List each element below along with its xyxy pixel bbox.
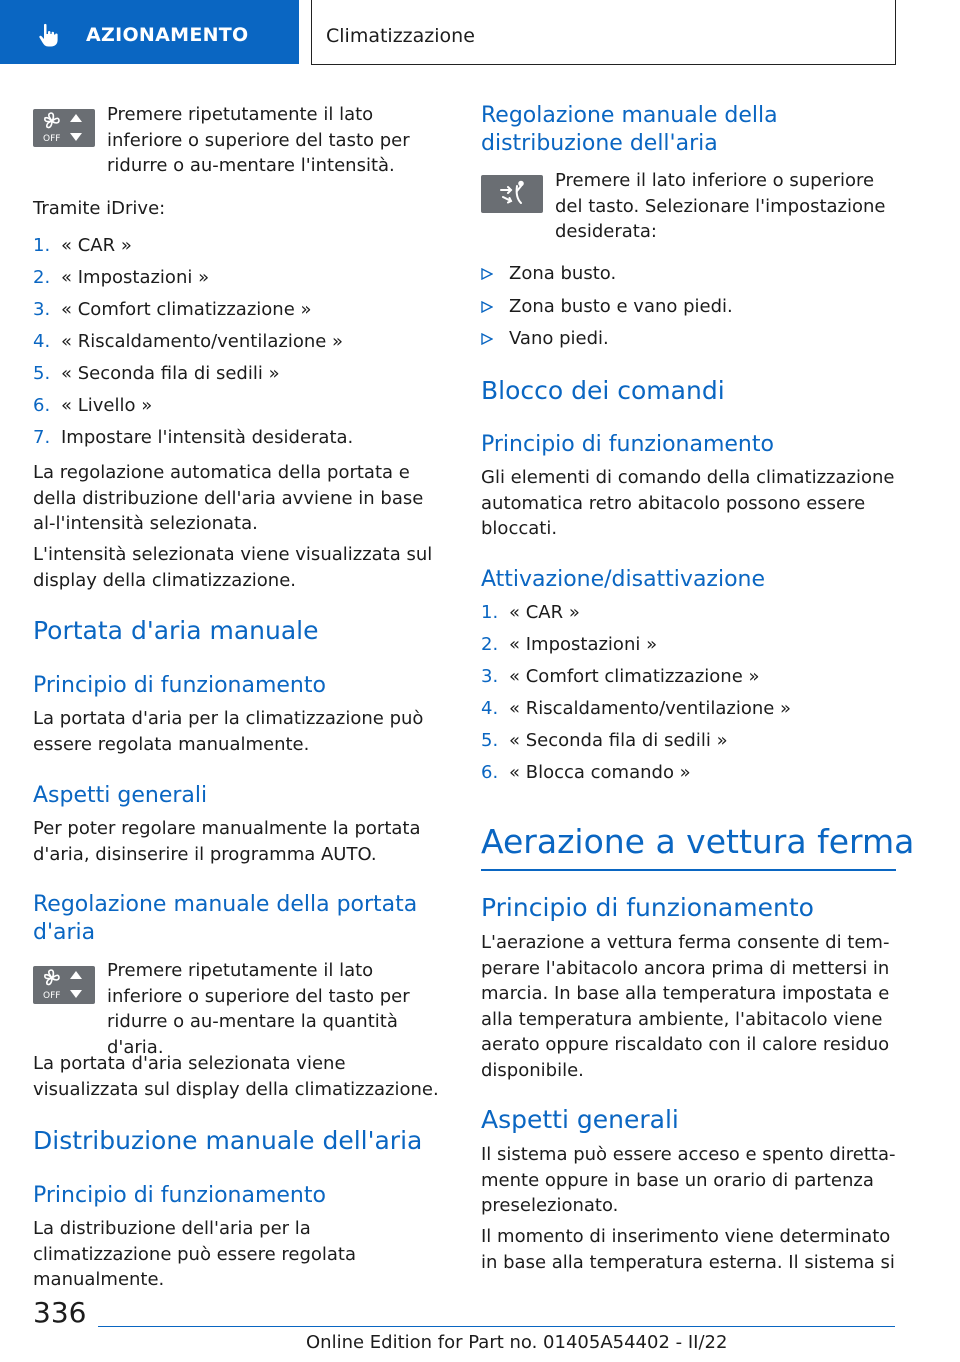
svg-text:OFF: OFF [43,991,61,1001]
section-tab [0,0,299,64]
heading-principio-3: Principio di funzionamento [481,432,774,457]
heading-regolazione-portata: Regolazione manuale della portata d'aria [33,892,418,945]
footer-rule [98,1326,895,1327]
aspetti-1-text: Per poter regolare manualmente la portata d'aria, disinserire il programma AUTO. [33,818,421,865]
principio-1-text: La portata d'aria per la climatizzazione può essere regolata manualmente. [33,708,424,755]
list-item: 3. « Comfort climatizzazione » [481,666,760,687]
list-item: 2. « Impostazioni » [33,267,210,288]
hand-pointer-icon [36,22,62,48]
triangle-bullet-icon [481,268,493,280]
air-distribution-icon [481,175,543,213]
fan-quantity-button [33,966,95,1004]
footer-edition: Online Edition for Part no. 01405A54402 - II/22 [306,1332,728,1353]
list-item: 1. « CAR » [33,235,132,256]
list-item: 2. « Impostazioni » [481,634,658,655]
heading-attivazione: Attivazione/disattivazione [481,567,766,592]
idrive-label: Tramite iDrive: [33,198,166,219]
heading-regolazione-distribuzione: Regolazione manuale della distribuzione dell'aria [481,103,778,156]
portata-display-text: La portata d'aria selezionata viene visualizzata sul display della climatizzazione. [33,1053,439,1100]
svg-text:OFF: OFF [43,134,61,144]
heading-portata: Portata d'aria manuale [33,616,319,645]
list-item: Vano piedi. [481,326,896,359]
idrive-steps-list [33,233,448,457]
triangle-bullet-icon [481,333,493,345]
fan-intensity-button [33,109,95,147]
attivazione-steps-list [481,600,896,792]
heading-principio-2: Principio di funzionamento [33,1183,326,1208]
principio-2-text: La distribuzione dell'aria per la climatizzazione può essere regolata manualmente. [33,1218,357,1290]
list-item: Zona busto. [481,261,896,294]
aspetti-2-text: Il sistema può essere acceso e spento diretta-mente oppure in base un orario di partenza preselezionato. [481,1144,896,1216]
list-item: 7. Impostare l'intensità desiderata. [33,427,354,448]
section-title: AZIONAMENTO [86,24,249,46]
heading-aspetti-1: Aspetti generali [33,783,208,808]
list-item: 4. « Riscaldamento/ventilazione » [33,331,344,352]
momento-text: Il momento di inserimento viene determinato in base alla temperatura esterna. Il sistema si [481,1226,895,1273]
list-item: 6. « Livello » [33,395,153,416]
heading-aspetti-2: Aspetti generali [481,1105,679,1134]
list-item: 3. « Comfort climatizzazione » [33,299,312,320]
heading-principio-4: Principio di funzionamento [481,893,814,922]
heading-distribuzione: Distribuzione manuale dell'aria [33,1126,423,1155]
list-item: 6. « Blocca comando » [481,762,691,783]
zones-list [481,261,896,359]
chapter-title: Climatizzazione [326,25,475,47]
triangle-bullet-icon [481,301,493,313]
list-item: 5. « Seconda fila di sedili » [33,363,280,384]
principio-3-text: Gli elementi di comando della climatizzazione automatica retro abitacolo possono essere bloccati. [481,467,895,539]
fan-off-updown-icon [33,966,95,1004]
heading-blocco: Blocco dei comandi [481,376,725,405]
heading-aerazione: Aerazione a vettura ferma [481,822,915,861]
principio-4-text: L'aerazione a vettura ferma consente di tem-perare l'abitacolo ancora prima di mettersi in marcia. In base alla temperatura impostata e alla temperatura ambiente, l'abitacolo viene aerato oppure riscaldato con il calore residuo disponibile. [481,932,890,1081]
fan-intro-text: Premere ripetutamente il lato inferiore o superiore del tasto per ridurre o au-mentare l'intensità. [107,104,410,176]
display-paragraph: L'intensità selezionata viene visualizzata sul display della climatizzazione. [33,544,433,591]
list-item: 1. « CAR » [481,602,580,623]
list-item: 4. « Riscaldamento/ventilazione » [481,698,792,719]
distribution-button-text: Premere il lato inferiore o superiore del tasto. Selezionare l'impostazione desiderata: [555,170,886,242]
portata-button-text: Premere ripetutamente il lato inferiore o superiore del tasto per ridurre o au-mentare la quantità d'aria. [107,960,410,1058]
heading-principio-1: Principio di funzionamento [33,673,326,698]
air-distribution-button [481,175,543,213]
list-item: Zona busto e vano piedi. [481,294,896,327]
auto-paragraph: La regolazione automatica della portata e della distribuzione dell'aria avviene in base al-l'intensità selezionata. [33,462,424,534]
page-number: 336 [33,1296,87,1329]
chapter-header [311,0,896,65]
list-item: 5. « Seconda fila di sedili » [481,730,728,751]
fan-off-updown-icon [33,109,95,147]
section-rule [481,869,896,871]
